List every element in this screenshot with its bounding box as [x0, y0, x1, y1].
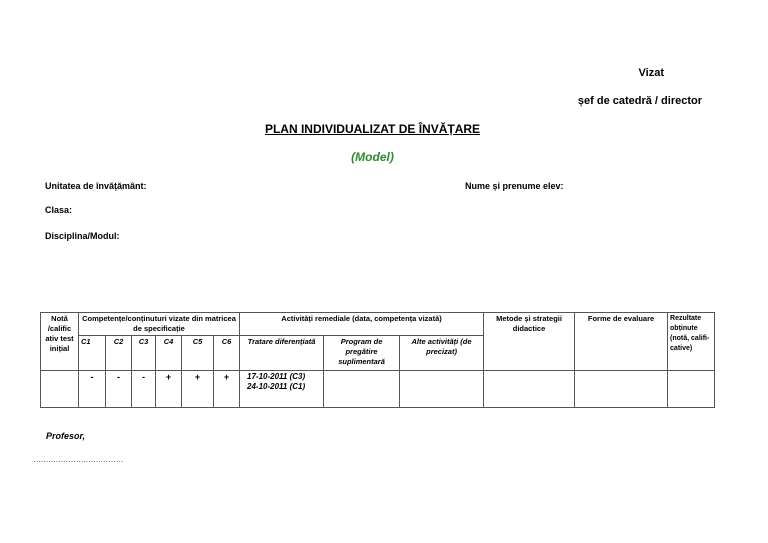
tratare-cell [240, 371, 324, 408]
alte-header: Alte activități (de precizat) [400, 336, 484, 371]
signature-dots: ……………………………… [33, 455, 123, 464]
nume-elev-label: Nume și prenume elev: [465, 181, 564, 191]
rezultate-header: Rezultate obținute (notă, califi-cative) [668, 313, 715, 371]
forme-header: Forme de evaluare [575, 313, 668, 371]
vizat-label: Vizat [638, 67, 664, 79]
c-col-header: C6 [214, 336, 240, 371]
c-mark: - [79, 371, 106, 408]
c-mark: + [214, 371, 240, 408]
program-header: Program de pregătire suplimentară [324, 336, 400, 371]
nota-cell [41, 371, 79, 408]
tratare-header: Tratare diferențiată [240, 336, 324, 371]
c-col-header: C4 [156, 336, 182, 371]
profesor-label: Profesor, [46, 431, 86, 441]
c-col-header: C2 [106, 336, 132, 371]
c-mark: - [132, 371, 156, 408]
alte-cell [400, 371, 484, 408]
c-col-header: C3 [132, 336, 156, 371]
program-cell [324, 371, 400, 408]
metode-cell [484, 371, 575, 408]
c-mark: - [106, 371, 132, 408]
competente-header: Competențe/conținuturi vizate din matricea de specificație [79, 313, 240, 336]
c-mark: + [182, 371, 214, 408]
clasa-label: Clasa: [45, 205, 73, 215]
c-mark: + [156, 371, 182, 408]
activitati-header: Activități remediale (data, competența vizată) [240, 313, 484, 336]
rezultate-cell [668, 371, 715, 408]
plan-table [40, 312, 715, 408]
c-col-header: C5 [182, 336, 214, 371]
model-subtitle: (Model) [351, 150, 394, 164]
unitatea-label: Unitatea de învățământ: [45, 181, 147, 191]
c-col-header: C1 [79, 336, 106, 371]
document-title: PLAN INDIVIDUALIZAT DE ÎNVĂȚARE [264, 122, 481, 136]
date-entry: 24-10-2011 (C1) [247, 382, 306, 391]
date-entry: 17-10-2011 (C3) [247, 372, 306, 381]
metode-header: Metode și strategii didactice [484, 313, 575, 371]
sef-catedra-label: șef de catedră / director [577, 95, 702, 107]
forme-cell [575, 371, 668, 408]
nota-header: Notă /calific ativ test inițial [41, 313, 79, 371]
disciplina-label: Disciplina/Modul: [45, 231, 120, 241]
